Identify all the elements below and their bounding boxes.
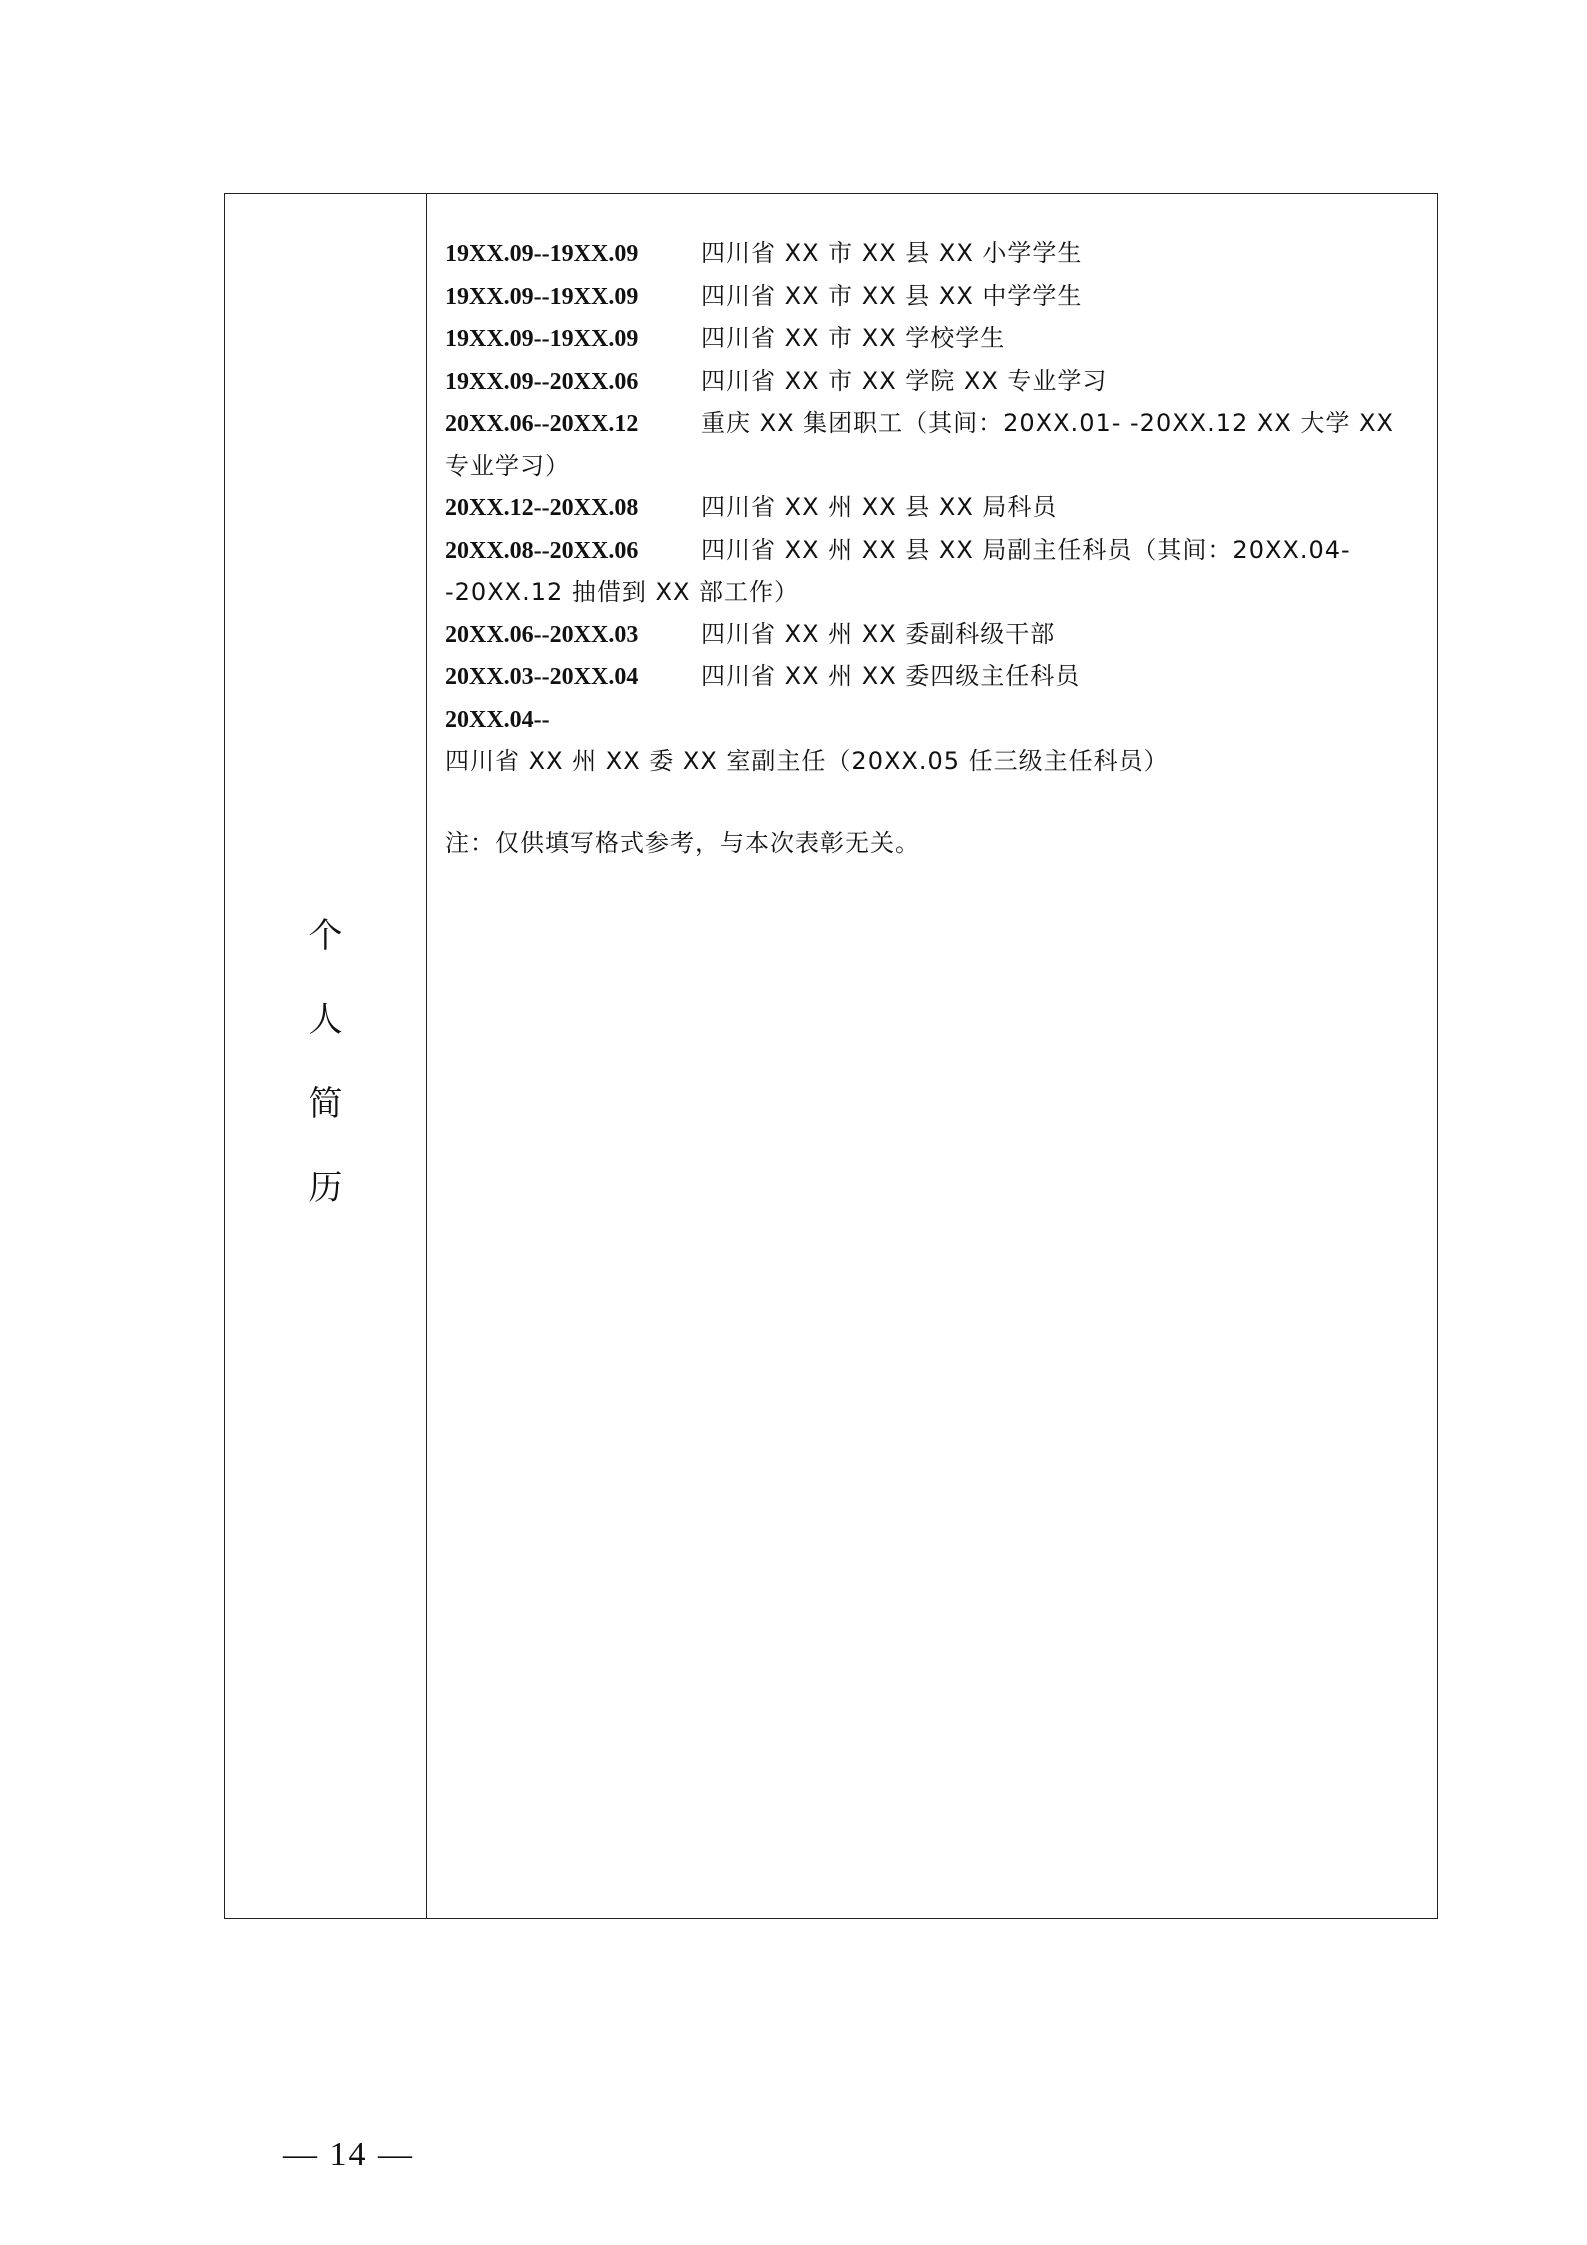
entry-description: 四川省 XX 州 XX 委副科级干部 — [701, 619, 1056, 648]
section-label-char: 简 — [308, 1084, 343, 1124]
section-label-char: 历 — [308, 1168, 343, 1208]
resume-entry — [445, 487, 1420, 530]
section-label-cell — [225, 194, 427, 1918]
entry-period: 20XX.06--20XX.03 — [445, 621, 639, 648]
entry-period: 20XX.04-- — [445, 706, 550, 733]
entry-description: 四川省 XX 州 XX 委四级主任科员 — [701, 662, 1081, 690]
resume-entry — [445, 233, 1420, 276]
entry-period: 20XX.08--20XX.06 — [445, 537, 639, 564]
entry-period: 20XX.06--20XX.12 — [445, 411, 639, 437]
entry-description: 四川省 XX 市 XX 学院 XX 专业学习 — [701, 366, 1108, 395]
page-number: — 14 — — [283, 2136, 414, 2173]
resume-entry — [445, 530, 1420, 614]
entry-period: 19XX.09--19XX.09 — [445, 283, 639, 310]
entry-description: 四川省 XX 市 XX 县 XX 中学学生 — [701, 281, 1083, 310]
resume-entry — [445, 361, 1420, 404]
resume-entry — [445, 318, 1420, 361]
resume-table — [224, 193, 1438, 1919]
entry-period: 20XX.03--20XX.04 — [445, 664, 639, 690]
resume-entry — [445, 403, 1420, 487]
section-label-char: 个 — [308, 916, 343, 956]
resume-content — [445, 233, 1420, 864]
entry-period: 19XX.09--20XX.06 — [445, 368, 639, 395]
entry-description: 四川省 XX 州 XX 委 XX 室副主任（20XX.05 任三级主任科员） — [445, 747, 1169, 775]
resume-entry — [445, 656, 1420, 699]
entry-period: 19XX.09--19XX.09 — [445, 326, 639, 352]
resume-entry — [445, 614, 1420, 657]
entry-description: 四川省 XX 州 XX 县 XX 局科员 — [701, 493, 1058, 521]
resume-entry — [445, 276, 1420, 319]
entry-description: 四川省 XX 州 XX 县 XX 局副主任科员（其间：20XX.04--20XX.12 抽借到 XX 部工作） — [445, 535, 1351, 606]
format-note: 注：仅供填写格式参考，与本次表彰无关。 — [445, 828, 920, 857]
entry-period: 20XX.12--20XX.08 — [445, 495, 639, 521]
section-label — [225, 894, 426, 1230]
entry-period: 19XX.09--19XX.09 — [445, 241, 639, 267]
section-label-char: 人 — [308, 1000, 343, 1040]
resume-entry — [445, 699, 1420, 783]
entry-description: 四川省 XX 市 XX 县 XX 小学学生 — [701, 239, 1083, 267]
entry-description: 四川省 XX 市 XX 学校学生 — [701, 324, 1006, 352]
entry-description: 重庆 XX 集团职工（其间：20XX.01- -20XX.12 XX 大学 XX 专业学习） — [445, 409, 1394, 480]
